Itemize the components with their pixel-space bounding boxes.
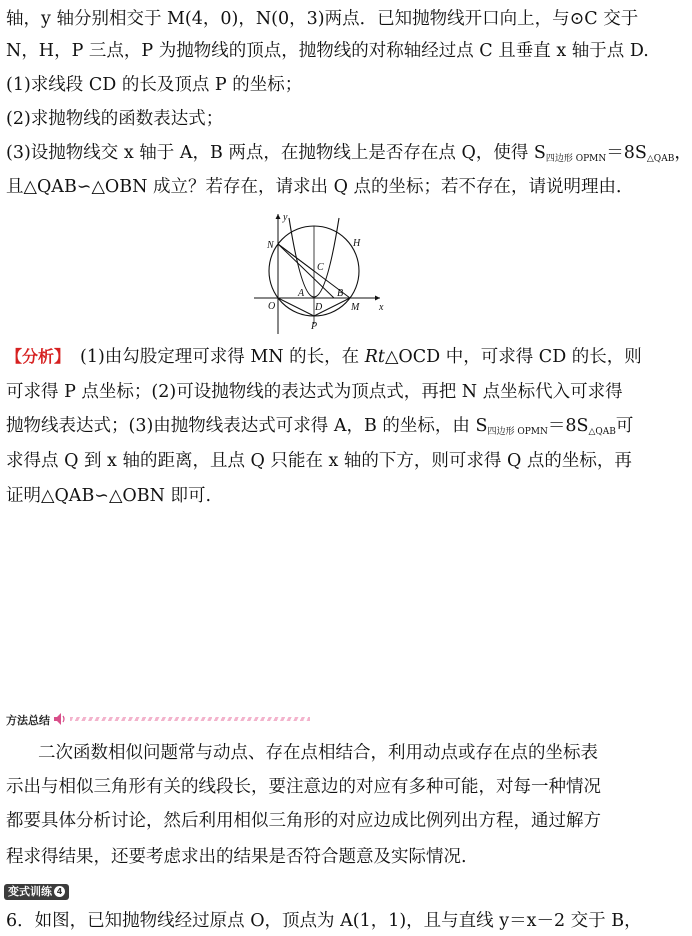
label-b: B [337,288,344,299]
variant-badge-number: 4 [54,886,65,897]
analysis-l1-rt: Rt [364,347,385,367]
analysis-l3-c: 可 [615,416,634,436]
question-1: (1)求线段 CD 的长及顶点 P 的坐标； [6,75,303,95]
speaker-icon [52,712,68,726]
geometry-figure [248,208,386,336]
variant-line-1: 6．如图，已知抛物线经过原点 O，顶点为 A(1，1)，且与直线 y＝x－2 交于 B， [6,911,642,931]
label-a: A [298,288,305,299]
method-line-4: 程求得结果，还要考虑求出的结果是否符合题意及实际情况. [6,847,467,867]
question-2: (2)求抛物线的函数表达式； [6,109,224,129]
analysis-line-3 [6,415,633,443]
variant-training-badge [4,884,69,900]
segment-op [278,298,314,316]
analysis-l1-b: △OCD 中，可求得 CD 的长，则 [384,347,642,367]
label-x: x [379,302,384,313]
segment-nc [278,244,314,271]
analysis-line-2: 可求得 P 点坐标；(2)可设抛物线的表达式为顶点式，再把 N 点坐标代入可求得 [6,382,623,402]
analysis-line-1 [6,346,642,368]
label-p: P [311,321,318,332]
problem-line-1: 轴，y 轴分别相交于 M(4，0)，N(0，3)两点．已知抛物线开口向上，与⊙C 交于 [6,9,639,29]
analysis-tag: 【分析】 [6,347,71,366]
method-line-2: 示出与相似三角形有关的线段长，要注意边的对应有多种可能，对每一种情况 [6,777,601,797]
analysis-line-4: 求得点 Q 到 x 轴的距离，且点 Q 只能在 x 轴的下方，则可求得 Q 点的坐标，再 [6,451,632,471]
analysis-subscript-quad: 四边形 OPMN [487,427,548,437]
question-3-line-1 [6,142,692,170]
label-d: D [315,302,323,313]
method-line-3: 都要具体分析讨论，然后利用相似三角形的对应边成比例列出方程，通过解方 [6,811,601,831]
q3-text-a: (3)设抛物线交 x 轴于 A，B 两点，在抛物线上是否存在点 Q，使得 S [6,143,546,163]
analysis-l3-b: ＝8S [547,416,589,436]
decorative-dash-line [70,717,310,721]
y-axis-arrow [276,214,281,219]
analysis-subscript-tri: △QAB [588,427,616,437]
method-line-1: 二次函数相似问题常与动点、存在点相结合，利用动点或存在点的坐标表 [38,743,598,763]
x-axis-arrow [375,296,380,301]
q3-subscript-tri: △QAB [646,154,675,164]
label-c: C [317,262,324,273]
variant-badge-label: 变式训练 [8,885,52,898]
analysis-line-5: 证明△QAB∽△OBN 即可. [6,486,212,506]
q3-text-b: ＝8S [606,143,647,163]
analysis-l1-a: (1)由勾股定理可求得 MN 的长，在 [80,347,365,367]
question-3-line-2: 且△QAB∽△OBN 成立？若存在，请求出 Q 点的坐标；若不存在，请说明理由． [6,177,634,197]
problem-line-2: N，H，P 三点，P 为抛物线的顶点，抛物线的对称轴经过点 C 且垂直 x 轴于点 D. [6,41,649,61]
label-n: N [267,240,274,251]
q3-subscript-quad: 四边形 OPMN [545,154,607,164]
label-o: O [268,301,276,312]
label-h: H [353,238,361,249]
method-summary-title: 方法总结 [6,714,50,727]
analysis-l3-a: 抛物线表达式；(3)由抛物线表达式可求得 A，B 的坐标，由 S [6,416,488,436]
label-m: M [351,302,360,313]
label-y: y [283,212,288,223]
q3-text-c: ， [674,143,692,163]
